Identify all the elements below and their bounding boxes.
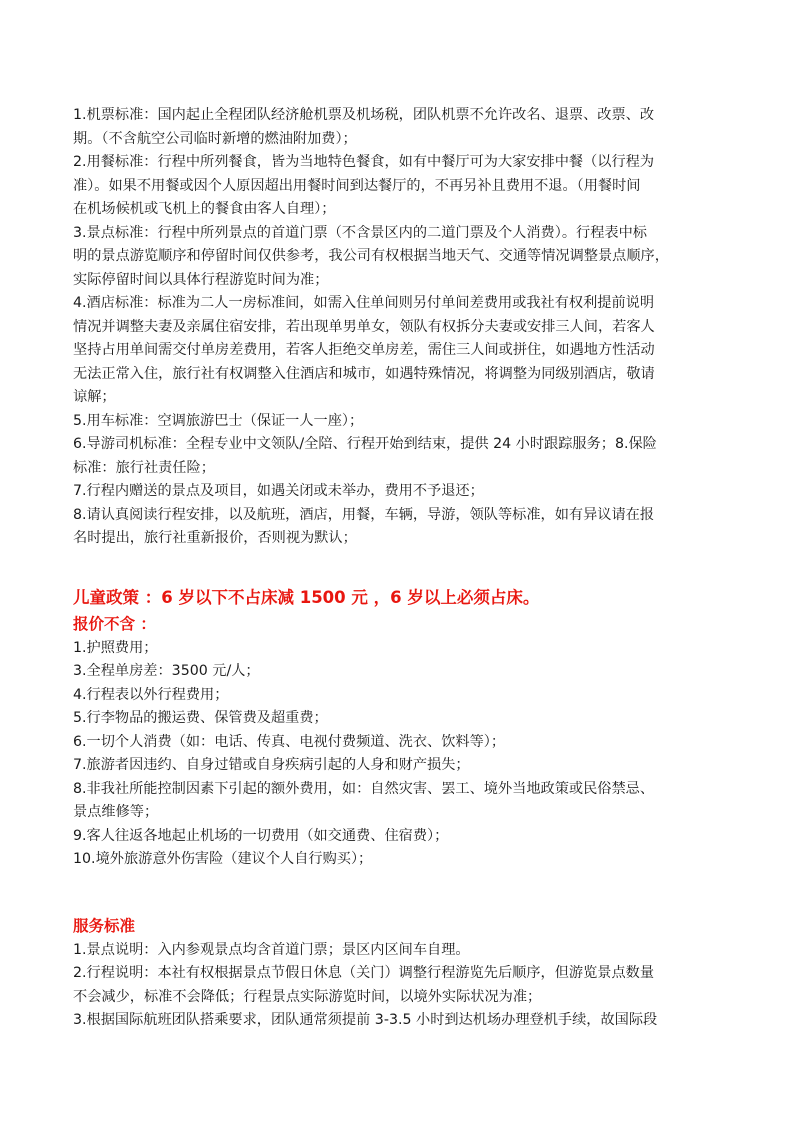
excluded-line: 4.行程表以外行程费用； (73, 686, 229, 703)
excluded-line: 6.一切个人消费（如：电话、传真、电视付费频道、洗衣、饮料等）； (73, 733, 506, 750)
service-heading: 服务标准 (73, 916, 136, 935)
excluded-line: 1.护照费用； (73, 639, 158, 656)
excluded-line: 9.客人往返各地起止机场的一切费用（如交通费、住宿费）； (73, 827, 449, 844)
standards-line: 实际停留时间以具体行程游览时间为准； (73, 271, 329, 288)
excluded-line: 5.行李物品的搬运费、保管费及超重费； (73, 710, 328, 726)
excluded-section (73, 637, 738, 872)
excluded-heading: 报价不含 ： (73, 614, 156, 633)
standards-line: 在机场候机或飞机上的餐食由客人自理）； (73, 201, 336, 217)
service-section (73, 939, 738, 1033)
standards-line: 标准：旅行社责任险； (73, 459, 215, 476)
standards-line: 准）。如果不用餐或因个人原因超出用餐时间到达餐厅的，不再另补且费用不退。（用餐时间 (73, 177, 641, 194)
document-page (73, 104, 738, 1033)
standards-line: 期。（不含航空公司临时新增的燃油附加费）； (73, 130, 357, 147)
service-line: 1.景点说明：入内参观景点均含首道门票；景区内区间车自理。 (73, 941, 470, 958)
standards-line: 8.请认真阅读行程安排，以及航班，酒店，用餐，车辆，导游，领队等标准，如有异议请在报 (73, 506, 655, 523)
standards-line: 4.酒店标准：标准为二人一房标准间，如需入住单间则另付单间差费用或我社有权利提前说明 (73, 295, 655, 311)
excluded-line: 10.境外旅游意外伤害险（建议个人自行购买）； (73, 851, 373, 867)
standards-line: 5.用车标准：空调旅游巴士（保证一人一座）； (73, 412, 364, 429)
standards-line: 明的景点游览顺序和停留时间仅供参考，我公司有权根据当地天气、交通等情况调整景点顺序， (73, 248, 669, 264)
excluded-line: 8.非我社所能控制因素下引起的额外费用，如：自然灾害、罢工、境外当地政策或民俗禁忌、 (73, 780, 655, 797)
standards-section (73, 104, 738, 551)
excluded-line: 3.全程单房差：3500 元/人； (73, 663, 260, 679)
standards-line: 情况并调整夫妻及亲属住宿安排，若出现单男单女，领队有权拆分夫妻或安排三人间，若客人 (73, 318, 655, 335)
standards-line: 谅解； (73, 389, 116, 405)
child-policy-heading: 儿童政策 ：6 岁以下不占床减 1500 元 ，6 岁以上必须占床。 (73, 587, 540, 607)
service-line: 不会减少，标准不会降低；行程景点实际游览时间，以境外实际状况为准； (73, 988, 542, 1005)
standards-line: 无法正常入住，旅行社有权调整入住酒店和城市，如遇特殊情况，将调整为同级别酒店，敬请 (73, 365, 655, 382)
service-line: 2.行程说明：本社有权根据景点节假日休息（关门）调整行程游览先后顺序，但游览景点数量 (73, 965, 655, 981)
service-line: 3.根据国际航班团队搭乘要求，团队通常须提前 3-3.5 小时到达机场办理登机手续，故国际段 (73, 1012, 658, 1028)
standards-line: 2.用餐标准：行程中所列餐食，皆为当地特色餐食，如有中餐厅可为大家安排中餐（以行程为 (73, 154, 655, 170)
spacer (73, 551, 738, 585)
spacer (73, 872, 738, 913)
standards-line: 名时提出，旅行社重新报价，否则视为默认； (73, 530, 357, 546)
excluded-line: 景点维修等； (73, 804, 159, 820)
standards-line: 3.景点标准：行程中所列景点的首道门票（不含景区内的二道门票及个人消费）。行程表中标 (73, 224, 647, 241)
standards-line: 坚持占用单间需交付单房差费用，若客人拒绝交单房差，需住三人间或拼住，如遇地方性活动 (73, 342, 655, 358)
standards-line: 1.机票标准：国内起止全程团队经济舱机票及机场税，团队机票不允许改名、退票、改票、改 (73, 107, 655, 123)
standards-line: 6.导游司机标准：全程专业中文领队/全陪、行程开始到结束，提供 24 小时跟踪服务；8.保险 (73, 436, 657, 452)
excluded-line: 7.旅游者因违约、自身过错或自身疾病引起的人身和财产损失； (73, 757, 470, 773)
standards-line: 7.行程内赠送的景点及项目，如遇关闭或未举办，费用不予退还； (73, 483, 484, 499)
